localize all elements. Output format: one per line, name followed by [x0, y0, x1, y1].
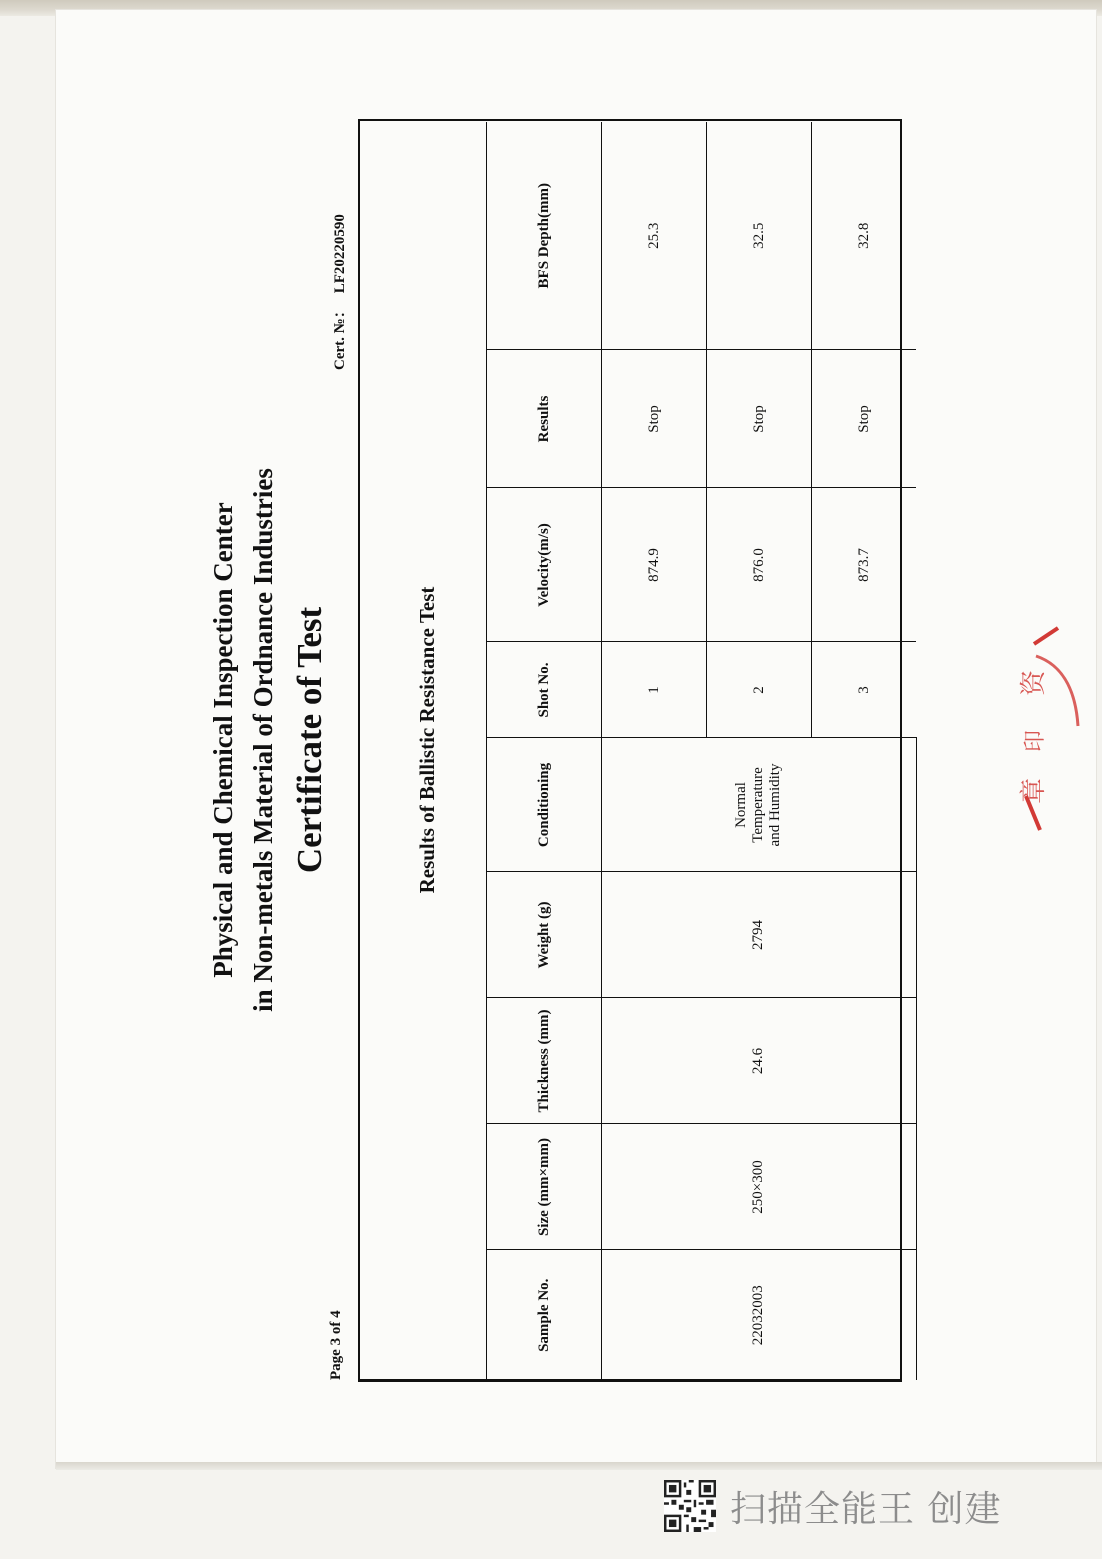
- thickness-cell: 24.6: [602, 998, 917, 1124]
- conditioning-value: Normal Temperature and Humidity: [733, 763, 784, 847]
- cert-number-value: LF20220590: [332, 214, 348, 294]
- velocity-header: Velocity(m/s): [536, 523, 552, 607]
- certificate-page: [40, 50, 1060, 1430]
- conditioning-header: Conditioning: [536, 762, 552, 848]
- section-title: Results of Ballistic Resistance Test: [415, 586, 439, 894]
- size-cell: 250×300: [602, 1124, 917, 1250]
- velocity-cell: 874.9: [602, 488, 707, 642]
- shot-no-cell: 3: [812, 642, 917, 738]
- table-row: [602, 122, 707, 1380]
- col-size: [487, 1124, 602, 1250]
- col-velocity: [487, 488, 602, 642]
- table-header-row: [487, 122, 602, 1380]
- conditioning-cell: [602, 738, 917, 872]
- col-sample-no: Sample No.: [487, 1250, 602, 1380]
- certificate-title: Certificate of Test: [290, 606, 329, 874]
- shot-no-cell: 2: [707, 642, 812, 738]
- red-seal-stamp-icon: [1006, 626, 1096, 836]
- bfs-depth-cell: 32.5: [707, 122, 812, 350]
- col-conditioning: [487, 738, 602, 872]
- scanner-watermark: [664, 1478, 1001, 1534]
- svg-text:印: 印: [1023, 729, 1048, 752]
- shot-no-cell: 1: [602, 642, 707, 738]
- result-cell: Stop: [812, 350, 917, 488]
- velocity-cell: 873.7: [812, 488, 917, 642]
- weight-header: Weight (g): [536, 901, 552, 969]
- qr-code-icon: [664, 1480, 716, 1532]
- bfs-depth-cell: 32.8: [812, 122, 917, 350]
- sample-no-cell: 22032003: [602, 1250, 917, 1380]
- size-header: Size (mm×mm): [536, 1137, 552, 1237]
- thickness-header: Thickness (mm): [536, 1009, 552, 1113]
- col-bfs-depth: [487, 122, 602, 350]
- weight-cell: 2794: [602, 872, 917, 998]
- col-shot-no: [487, 642, 602, 738]
- cert-number-label: Cert. №：: [332, 303, 348, 370]
- bfs-header: BFS Depth(mm): [536, 183, 552, 289]
- certificate-number: [328, 214, 349, 370]
- issuer-line-2: in Non-metals Material of Ordnance Industries: [248, 468, 278, 1012]
- col-weight: [487, 872, 602, 998]
- scanner-text: 扫描全能王 创建: [730, 1488, 1002, 1530]
- issuer-line-1: Physical and Chemical Inspection Center: [208, 502, 238, 978]
- result-cell: Stop: [602, 350, 707, 488]
- results-header: Results: [536, 395, 552, 443]
- col-thickness: [487, 998, 602, 1124]
- result-cell: Stop: [707, 350, 812, 488]
- bfs-depth-cell: 25.3: [602, 122, 707, 350]
- svg-text:章: 章: [1019, 777, 1049, 804]
- svg-text:资: 资: [1019, 669, 1049, 696]
- col-results: [487, 350, 602, 488]
- page-number: Page 3 of 4: [328, 1310, 344, 1380]
- velocity-cell: 876.0: [707, 488, 812, 642]
- results-table: [486, 122, 917, 1380]
- scan-edge-bottom: [56, 1462, 1102, 1470]
- shot-header: Shot No.: [536, 662, 552, 718]
